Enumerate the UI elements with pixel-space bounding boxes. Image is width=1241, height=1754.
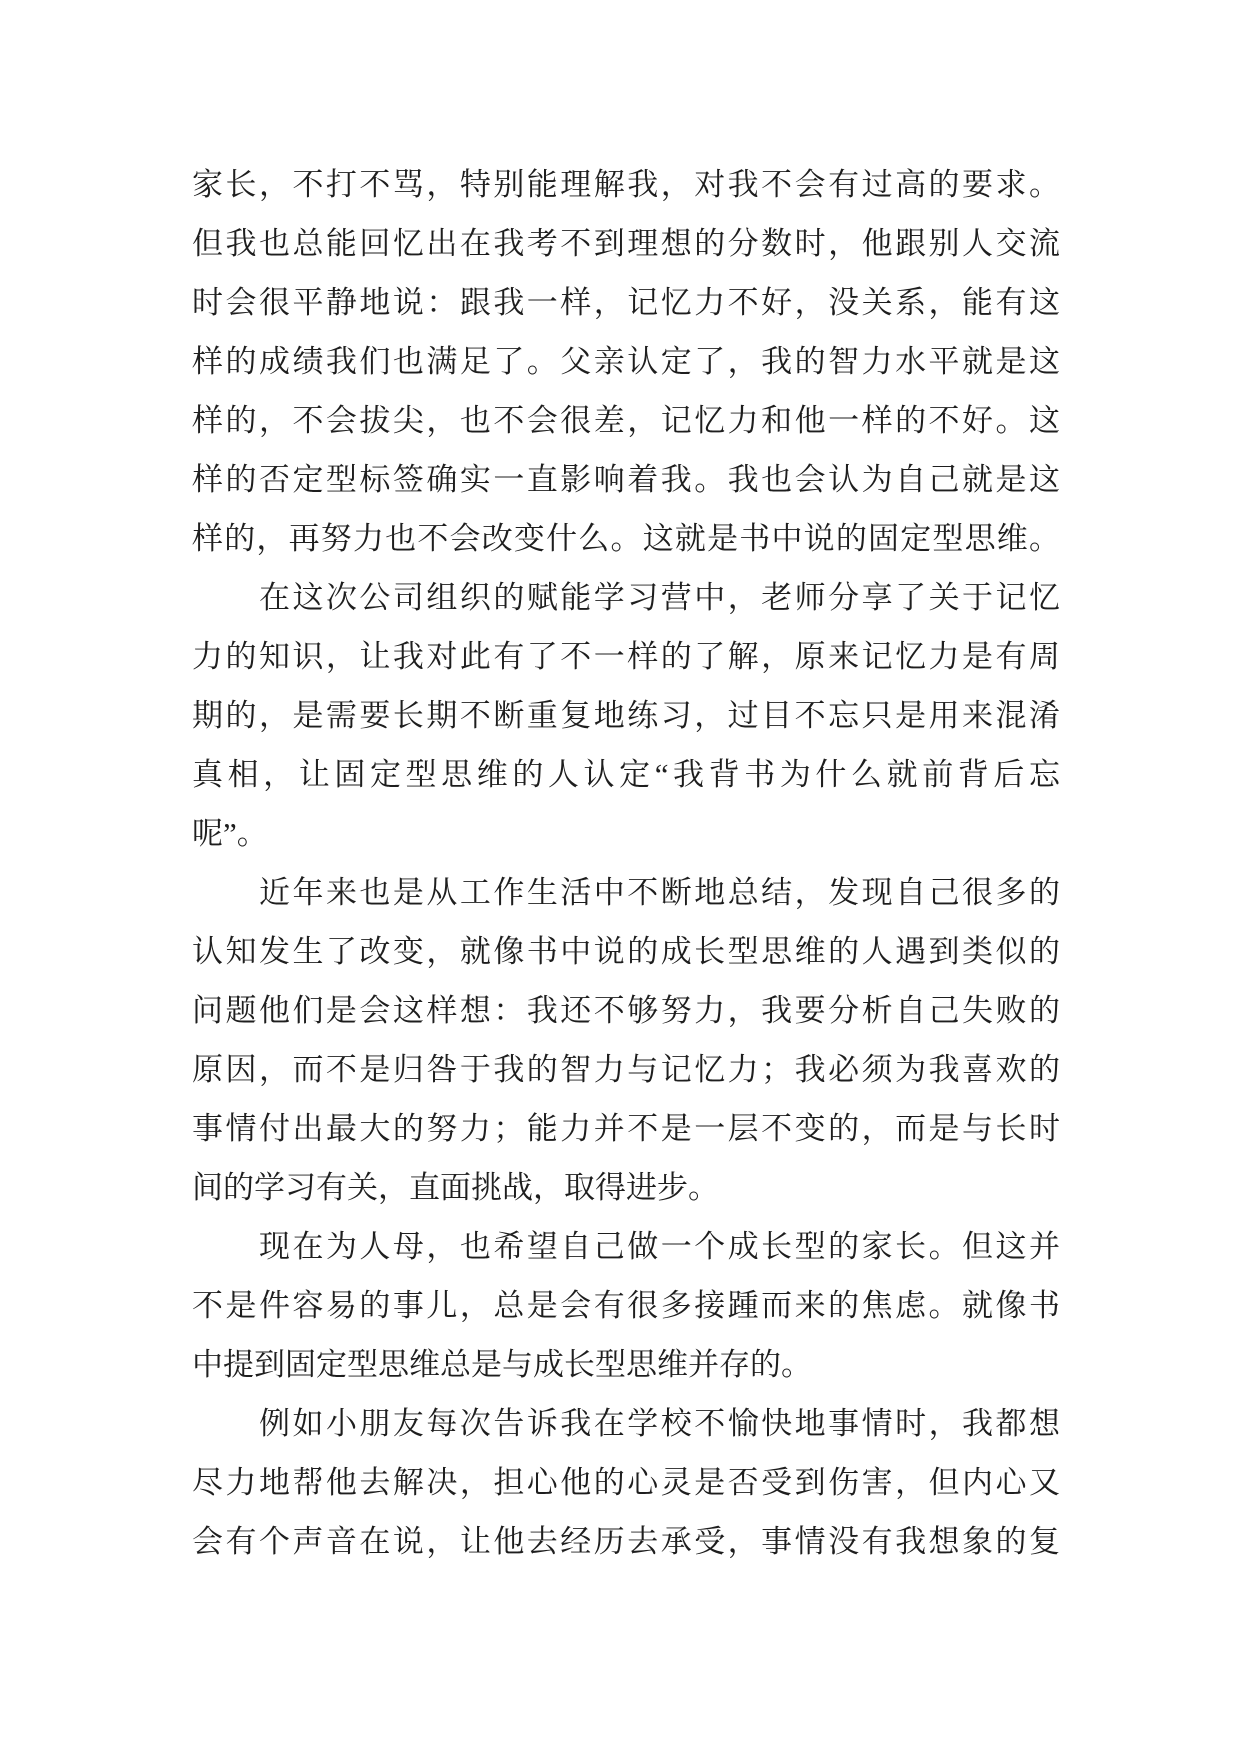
paragraph-1-line-2: 但我也总能回忆出在我考不到理想的分数时，他跟别人交流 — [192, 226, 1060, 261]
paragraph-1-line-7: 样的，再努力也不会改变什么。这就是书中说的固定型思维。 — [192, 521, 1060, 556]
paragraph-5-line-3: 会有个声音在说，让他去经历去承受，事情没有我想象的复 — [192, 1524, 1060, 1559]
paragraph-2-line-4: 真相，让固定型思维的人认定“我背书为什么就前背后忘 — [192, 757, 1060, 792]
paragraph-3-line-6: 间的学习有关，直面挑战，取得进步。 — [192, 1170, 719, 1205]
paragraph-1-line-4: 样的成绩我们也满足了。父亲认定了，我的智力水平就是这 — [192, 344, 1060, 379]
paragraph-3-line-2: 认知发生了改变，就像书中说的成长型思维的人遇到类似的 — [192, 934, 1060, 969]
paragraph-1-line-6: 样的否定型标签确实一直影响着我。我也会认为自己就是这 — [192, 462, 1060, 497]
paragraph-1-line-1: 家长，不打不骂，特别能理解我，对我不会有过高的要求。 — [192, 167, 1060, 202]
paragraph-3-line-1: 近年来也是从工作生活中不断地总结，发现自己很多的 — [259, 875, 1060, 910]
paragraph-3-line-3: 问题他们是会这样想：我还不够努力，我要分析自己失败的 — [192, 993, 1060, 1028]
paragraph-2-line-1: 在这次公司组织的赋能学习营中，老师分享了关于记忆 — [259, 580, 1060, 615]
paragraph-5-line-2: 尽力地帮他去解决，担心他的心灵是否受到伤害，但内心又 — [192, 1465, 1060, 1500]
paragraph-1-line-5: 样的，不会拔尖，也不会很差，记忆力和他一样的不好。这 — [192, 403, 1060, 438]
body-text — [192, 155, 1060, 1571]
paragraph-4-line-2: 不是件容易的事儿，总是会有很多接踵而来的焦虑。就像书 — [192, 1288, 1060, 1323]
paragraph-4-line-3: 中提到固定型思维总是与成长型思维并存的。 — [192, 1347, 812, 1382]
paragraph-4 — [192, 1217, 1060, 1394]
paragraph-1 — [192, 155, 1060, 568]
paragraph-2 — [192, 568, 1060, 863]
paragraph-3-line-4: 原因，而不是归咎于我的智力与记忆力；我必须为我喜欢的 — [192, 1052, 1060, 1087]
paragraph-3-line-5: 事情付出最大的努力；能力并不是一层不变的，而是与长时 — [192, 1111, 1060, 1146]
paragraph-5-line-1: 例如小朋友每次告诉我在学校不愉快地事情时，我都想 — [259, 1406, 1060, 1441]
paragraph-2-line-5: 呢”。 — [192, 816, 268, 851]
paragraph-2-line-3: 期的，是需要长期不断重复地练习，过目不忘只是用来混淆 — [192, 698, 1060, 733]
paragraph-3 — [192, 863, 1060, 1217]
paragraph-1-line-3: 时会很平静地说：跟我一样，记忆力不好，没关系，能有这 — [192, 285, 1060, 320]
paragraph-4-line-1: 现在为人母，也希望自己做一个成长型的家长。但这并 — [259, 1229, 1060, 1264]
paragraph-5 — [192, 1394, 1060, 1571]
paragraph-2-line-2: 力的知识，让我对此有了不一样的了解，原来记忆力是有周 — [192, 639, 1060, 674]
